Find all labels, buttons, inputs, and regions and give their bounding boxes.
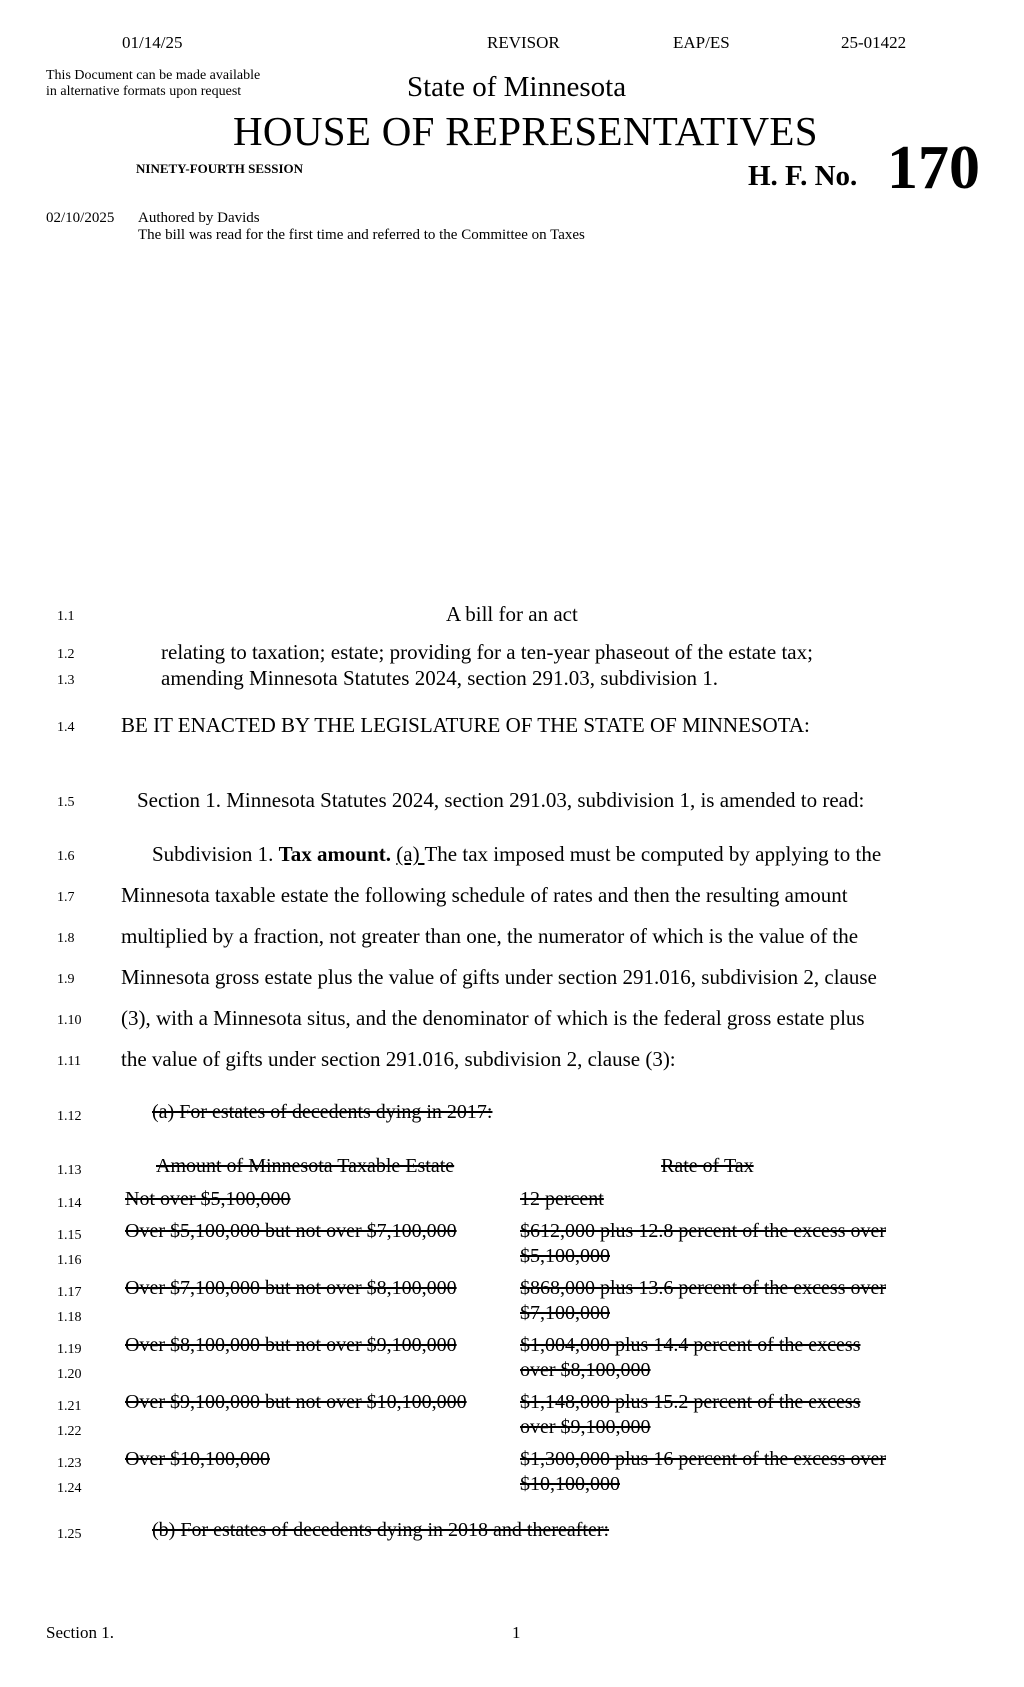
table-cell-amount: Over $5,100,000 but not over $7,100,000: [125, 1220, 457, 1242]
line-number: 1.10: [57, 1013, 82, 1028]
paragraph-line: the value of gifts under section 291.016, subdivision 2, clause (3):: [121, 1047, 676, 1071]
table-cell-amount: Not over $5,100,000: [125, 1188, 291, 1210]
paragraph-line: Minnesota taxable estate the following schedule of rates and then the resulting amount: [121, 883, 848, 907]
line-number: 1.8: [57, 931, 75, 946]
line-number: 1.4: [57, 720, 75, 735]
table-cell-rate-cont: $10,100,000: [520, 1473, 620, 1495]
line-number: 1.2: [57, 647, 75, 662]
struck-subheading-b: (b) For estates of decedents dying in 2018 and thereafter:: [152, 1519, 610, 1541]
line-number: 1.5: [57, 795, 75, 810]
table-cell-amount: Over $9,100,000 but not over $10,100,000: [125, 1391, 467, 1413]
header-date: 01/14/25: [122, 33, 183, 52]
table-cell-rate: 12 percent: [520, 1188, 604, 1210]
subdivision-title: Tax amount.: [278, 842, 392, 866]
page-number: 1: [512, 1623, 521, 1642]
subdivision-line: [152, 842, 881, 867]
table-header-rate: Rate of Tax: [661, 1155, 754, 1177]
paragraph-line: multiplied by a fraction, not greater than one, the numerator of which is the value of the: [121, 924, 859, 948]
availability-line-2: in alternative formats upon request: [46, 84, 242, 99]
line-number: 1.22: [57, 1424, 82, 1439]
table-cell-rate-cont: over $9,100,000: [520, 1416, 651, 1438]
line-number: 1.3: [57, 673, 75, 688]
table-cell-rate: $1,300,000 plus 16 percent of the excess over: [520, 1448, 887, 1470]
table-cell-rate-cont: over $8,100,000: [520, 1359, 651, 1381]
referral-line: The bill was read for the first time and referred to the Committee on Taxes: [138, 227, 585, 243]
line-number: 1.14: [57, 1196, 82, 1211]
authored-date: 02/10/2025: [46, 210, 115, 226]
authored-info: [138, 210, 585, 244]
table-cell-rate: $1,004,000 plus 14.4 percent of the excess: [520, 1334, 861, 1356]
enacting-clause: BE IT ENACTED BY THE LEGISLATURE OF THE STATE OF MINNESOTA:: [121, 713, 810, 737]
line-number: 1.15: [57, 1228, 82, 1243]
struck-subheading-a: (a) For estates of decedents dying in 2017:: [152, 1101, 493, 1123]
line-number: 1.21: [57, 1399, 82, 1414]
line-number: 1.12: [57, 1109, 82, 1124]
table-cell-rate: $1,148,000 plus 15.2 percent of the excess: [520, 1391, 861, 1413]
session-label: NINETY-FOURTH SESSION: [136, 161, 304, 176]
line-number: 1.25: [57, 1527, 82, 1542]
availability-line-1: This Document can be made available: [46, 68, 261, 83]
subdivision-text: The tax imposed must be computed by applying to the: [424, 842, 882, 866]
header-doc-number: 25-01422: [841, 33, 907, 52]
line-number: 1.9: [57, 972, 75, 987]
footer-section: Section 1.: [46, 1623, 114, 1642]
line-number: 1.16: [57, 1253, 82, 1268]
relating-line-2: amending Minnesota Statutes 2024, section 291.03, subdivision 1.: [161, 666, 719, 690]
header-initials: EAP/ES: [673, 33, 730, 52]
inserted-text: (a): [396, 842, 425, 866]
bill-heading: A bill for an act: [446, 602, 578, 626]
table-cell-amount: Over $10,100,000: [125, 1448, 270, 1470]
table-header-amount: Amount of Minnesota Taxable Estate: [156, 1155, 455, 1177]
table-cell-amount: Over $7,100,000 but not over $8,100,000: [125, 1277, 457, 1299]
line-number: 1.17: [57, 1285, 82, 1300]
line-number: 1.6: [57, 849, 75, 864]
line-number: 1.18: [57, 1310, 82, 1325]
table-cell-amount: Over $8,100,000 but not over $9,100,000: [125, 1334, 457, 1356]
house-title: HOUSE OF REPRESENTATIVES: [233, 108, 818, 154]
table-cell-rate: $612,000 plus 12.8 percent of the excess over: [520, 1220, 887, 1242]
paragraph-line: Minnesota gross estate plus the value of gifts under section 291.016, subdivision 2, clause: [121, 965, 877, 989]
subdivision-prefix: Subdivision 1.: [152, 842, 279, 866]
paragraph-line: (3), with a Minnesota situs, and the denominator of which is the federal gross estate plus: [121, 1006, 865, 1030]
line-number: 1.19: [57, 1342, 82, 1357]
state-title: State of Minnesota: [407, 71, 627, 103]
line-number: 1.23: [57, 1456, 82, 1471]
line-number: 1.11: [57, 1054, 81, 1069]
author-line: Authored by Davids: [138, 210, 260, 226]
line-number: 1.1: [57, 609, 75, 624]
table-cell-rate-cont: $5,100,000: [520, 1245, 610, 1267]
relating-line-1: relating to taxation; estate; providing for a ten-year phaseout of the estate tax;: [161, 640, 813, 664]
availability-notice: [46, 68, 260, 100]
table-cell-rate-cont: $7,100,000: [520, 1302, 610, 1324]
line-number: 1.24: [57, 1481, 82, 1496]
hf-number: 170: [887, 134, 980, 202]
table-cell-rate: $868,000 plus 13.6 percent of the excess over: [520, 1277, 887, 1299]
line-number: 1.20: [57, 1367, 82, 1382]
line-number: 1.7: [57, 890, 75, 905]
header-revisor: REVISOR: [487, 33, 560, 52]
line-number: 1.13: [57, 1163, 82, 1178]
hf-label: H. F. No.: [748, 160, 858, 192]
section-heading: Section 1. Minnesota Statutes 2024, section 291.03, subdivision 1, is amended to read:: [137, 788, 865, 812]
